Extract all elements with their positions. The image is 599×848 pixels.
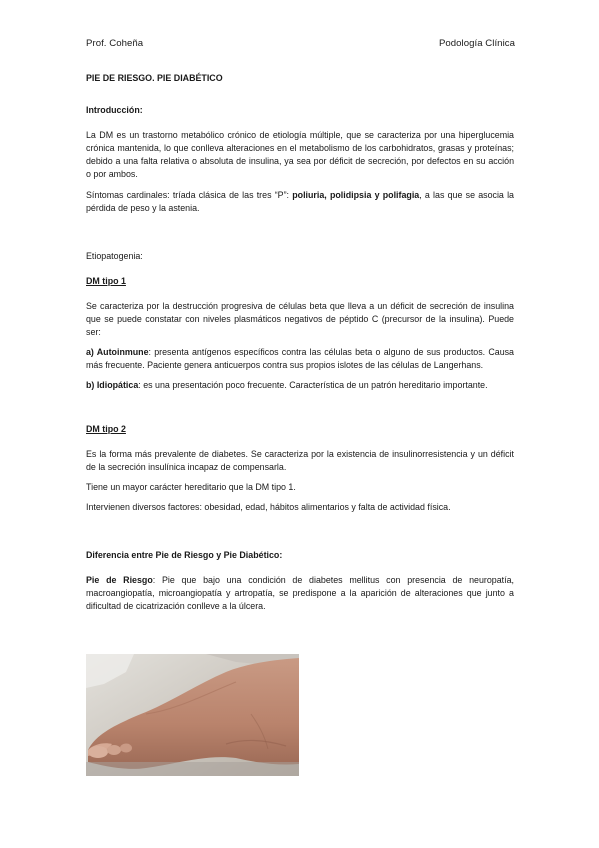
symptoms-bold: poliuria, polidipsia y polifagia [292,189,420,200]
dm1-b-label: b) Idiopática [86,380,139,391]
dm1-heading: DM tipo 1 [86,275,126,286]
dm2-heading: DM tipo 2 [86,423,126,434]
intro-heading: Introducción: [86,105,143,116]
risk-foot-label: Pie de Riesgo [86,575,153,586]
foot-photo [86,654,299,776]
dm2-paragraph-1: Es la forma más prevalente de diabetes. Se caracteriza por la existencia de insulinorresistencia y un déficit de la secreción insulínica incapaz de compensarla. [86,448,514,472]
foot-illustration [86,654,299,776]
document-body [86,72,514,613]
header-author: Prof. Coheña [86,38,144,49]
risk-foot-paragraph [86,574,514,613]
dm1-a-text: : presenta antígenos específicos contra las células beta o alguno de sus productos. Causa más frecuente. Paciente genera anticuerpos contra sus propios islotes de las células de Langerhans. [86,347,514,371]
document-title: PIE DE RIESGO. PIE DIABÉTICO [86,73,223,83]
symptoms-pre: Síntomas cardinales: tríada clásica de las tres “P”: [86,189,293,200]
intro-paragraph: La DM es un trastorno metabólico crónico de etiología múltiple, que se caracteriza por una hiperglucemia crónica mantenida, lo que conlleva alteraciones en el metabolismo de los carbohidratos, grasas y proteínas; debido a una falta relativa o absoluta de insulina, ya sea por déficit de secreción, por defectos en su acción o por ambos. [86,130,514,180]
dm2-paragraph-2: Tiene un mayor carácter hereditario que la DM tipo 1. [86,481,296,492]
dm1-paragraph: Se caracteriza por la destrucción progresiva de células beta que lleva a un déficit de secreción de insulina que se puede constatar con niveles plasmáticos negativos de péptido C (precursor de la insulina). Puede ser: [86,300,514,338]
risk-foot-text: : Pie que bajo una condición de diabetes mellitus con presencia de neuropatía, macroangiopatía, microangiopatía y artropatía, se predispone a la aparición de alteraciones que junto a dificultad de cicatrización conlleve a la úlcera. [86,575,514,612]
difference-heading: Diferencia entre Pie de Riesgo y Pie Diabético: [86,549,283,560]
symptoms-post: , a las que se asocia la pérdida de peso y la astenia. [86,189,514,213]
dm1-b-text: : es una presentación poco frecuente. Característica de un patrón hereditario importante. [138,380,488,391]
dm1-idiopathic-paragraph [86,379,514,392]
dm2-paragraph-3: Intervienen diversos factores: obesidad, edad, hábitos alimentarios y falta de actividad física. [86,501,451,512]
symptoms-paragraph [86,189,514,215]
dm1-a-label: a) Autoinmune [86,347,149,358]
dm1-autoimmune-paragraph [86,346,514,372]
etiopathogenesis-heading: Etiopatogenia: [86,250,143,261]
header-subject: Podología Clínica [438,38,515,49]
